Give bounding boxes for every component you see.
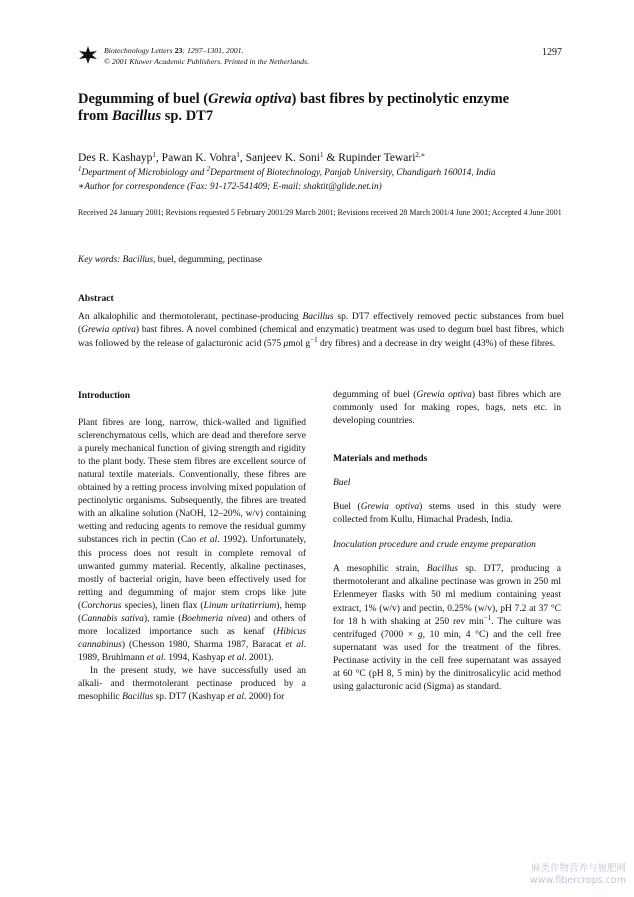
site-watermark: 麻类作物营养与施肥网 www.fibercrops.com [529,863,626,886]
intro-continuation: degumming of buel (Grewia optiva) bast fibres which are commonly used for making ropes, bags, nets etc. in developing countries. [333,390,561,427]
kluwer-logo-icon [78,45,98,65]
page-number: 1297 [542,47,562,58]
inoculation-paragraph: A mesophilic strain, Bacillus sp. DT7, producing a thermotolerant and alkaline pectinase was grown in 250 ml Erlenmeyer flasks with 50 ml medium containing yeast extract, 1% (w/v) and pectin, 0.25% (w/v), pH 7.2 at 37 °C for 18 h with shaking at 250 rev $\min^{-1}$. The culture was centrifuged (7000 × g, 10 min, 4 °C) and the cell free supernatant was used for the treatment of the fibres. Pectinase activity in the cell free supernatant was assayed at 60 °C (pH 8, 5 min) by the dinitrosalicylic acid method using galacturonic acid (Sigma) as standard. [333,564,562,692]
intro-paragraph-1: Plant fibres are long, narrow, thick-walled and lignified sclerenchymatous cells, which are dead and therefore serve a purely mechanical function of giving strength and rigidity to the plant body. These stem fibres are excellent source of natural textile materials. Conventionally, these fibres are obtained by a retting process involving mixed population of pectinolytic organisms. Subsequently, the fibres are treated with an alkaline solution (NaOH, 12–20%, w/v) containing wetting and reducing agents to remove the residual gummy substances rich in pectin (Cao et al. 1992). Unfortunately, this process does not result in complete removal of unwanted gummy material. Recently, alkaline pectinases, mostly of bacterial origin, have been effectively used for retting and degumming of major stem crops like jute (Corchorus species), linen flax (Linum uritatirrium), hemp (Cannabis sativa), ramie (Boehmeria nivea) and others of more localized importance such as kenaf (Hibicus cannabinus) (Chesson 1980, Sharma 1987, Baracat et al. 1989, Bruhlmann et al. 1994, Kashyap et al. 2001). [78,418,307,663]
affiliations: $^1$Department of Microbiology and $^2$Department of Biotechnology, Panjab University, Chandigarh 160014, India ∗Author for correspondence (Fax: 91-172-541409; E-mail: shaktit@glide.net.in) [78,167,568,194]
keywords: Key words: Bacillus, buel, degumming, pectinase [78,255,263,265]
received-dates: Received 24 January 2001; Revisions requested 5 February 2001/29 March 2001; Revisions received 28 March 2001/4 June 2001; Accepted 4 June 2001 [78,208,562,217]
buel-paragraph: Buel (Grewia optiva) stems used in this study were collected from Kullu, Himachal Pradesh, India. [333,502,561,526]
author-list: Des R. Kashayp$^1$, Pawan K. Vohra$^1$, Sanjeev K. Soni$^1$ & Rupinder Tewari$^{2,∗}$ [78,151,426,164]
introduction-heading: Introduction [78,390,131,401]
journal-citation: Biotechnology Letters 23: 1297–1301, 2001. © 2001 Kluwer Academic Publishers. Printed in the Netherlands. [104,46,310,66]
intro-paragraph-2: In the present study, we have successfully used an alkali- and thermotolerant pectinase produced by a mesophilic Bacillus sp. DT7 (Kashyap et al. 2000) for [78,665,306,703]
correspondence-line: ∗Author for correspondence (Fax: 91-172-541409; E-mail: shaktit@glide.net.in) [78,181,382,192]
right-column [333,389,561,694]
article-title: Degumming of buel (Grewia optiva) bast fibres by pectinolytic enzyme from Bacillus sp. DT7 [78,91,510,124]
copyright-line: © 2001 Kluwer Academic Publishers. Printed in the Netherlands. [104,56,310,66]
methods-heading: Materials and methods [333,453,428,465]
abstract-heading: Abstract [78,293,114,304]
inoculation-subheading: Inoculation procedure and crude enzyme preparation [333,540,536,551]
left-column [78,389,306,704]
buel-subheading: Buel [333,478,351,489]
abstract-body: An alkalophilic and thermotolerant, pectinase-producing Bacillus sp. DT7 effectively removed pectic substances from buel (Grewia optiva) bast fibres. A novel combined (chemical and enzymatic) treatment was used to degum buel bast fibres, which was followed by the release of galacturonic acid (575 μmol $g^{-1}$ dry fibres) and a decrease in dry weight (43%) of these fibres. [78,312,564,349]
